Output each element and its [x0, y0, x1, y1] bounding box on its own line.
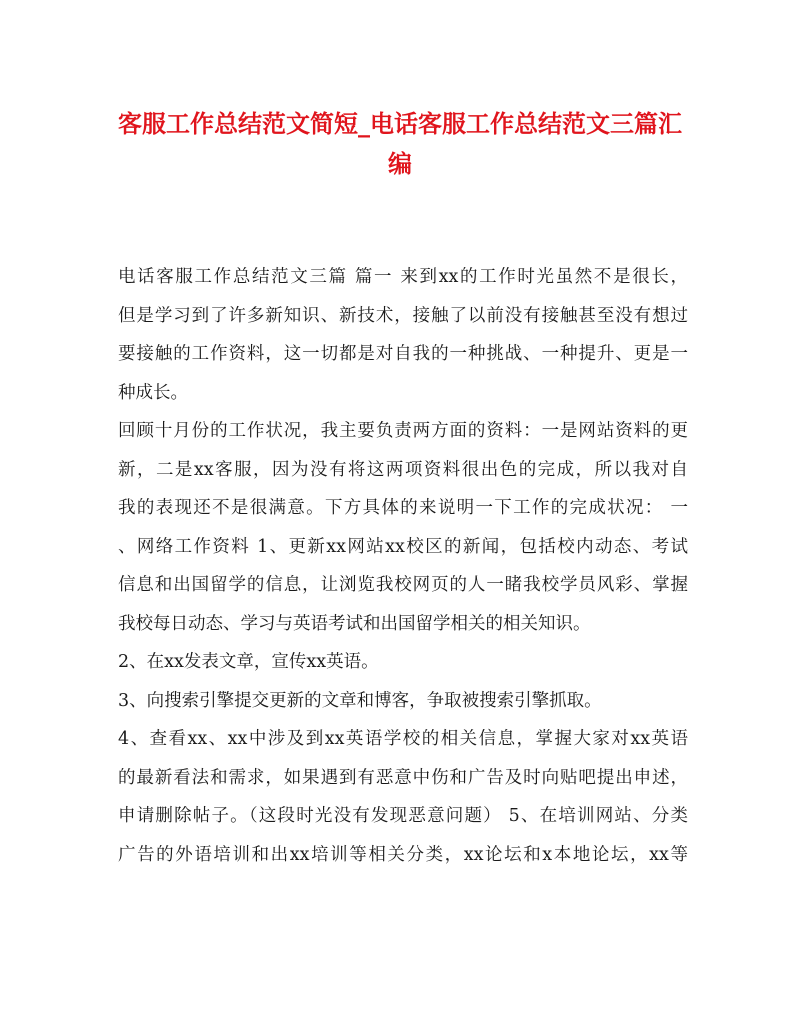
body-text-line: 3、向搜索引擎提交更新的文章和博客，争取被搜索引擎抓取。	[118, 690, 602, 711]
body-text-line: 4、查看xx、xx中涉及到xx英语学校的相关信息，掌握大家对xx英语	[118, 729, 688, 749]
body-text-line: 种成长。	[118, 382, 188, 403]
body-text-line: 要接触的工作资料，这一切都是对自我的一种挑战、一种提升、更是一	[118, 344, 688, 364]
document-title	[108, 104, 692, 184]
body-text-line: 但是学习到了许多新知识、新技术，接触了以前没有接触甚至没有想过	[118, 305, 688, 326]
document-body	[118, 258, 688, 874]
body-text-line: 申请删除帖子。（这段时光没有发现恶意问题） 5、在培训网站、分类	[118, 806, 688, 826]
body-text-line: 的最新看法和需求，如果遇到有恶意中伤和广告及时向贴吧提出申述，	[118, 767, 688, 788]
body-text-line: 信息和出国留学的信息，让浏览我校网页的人一睹我校学员风彩、掌握	[118, 575, 688, 595]
body-text-line: 新，二是xx客服，因为没有将这两项资料很出色的完成，所以我对自	[118, 459, 688, 480]
body-text-line: 广告的外语培训和出xx培训等相关分类，xx论坛和x本地论坛，xx等	[118, 844, 688, 865]
body-text-line: 回顾十月份的工作状况，我主要负责两方面的资料：一是网站资料的更	[118, 421, 688, 441]
body-text-line: 我的表现还不是很满意。下方具体的来说明一下工作的完成状况： 一	[118, 498, 688, 518]
title-line-2: 编	[388, 149, 412, 178]
body-text-line: 、网络工作资料 1、更新xx网站xx校区的新闻，包括校内动态、考试	[118, 536, 688, 557]
body-text-line: 2、在xx发表文章，宣传xx英语。	[118, 652, 379, 672]
body-text-line: 我校每日动态、学习与英语考试和出国留学相关的相关知识。	[118, 613, 591, 634]
title-line-1: 客服工作总结范文简短_电话客服工作总结范文三篇汇	[118, 109, 682, 138]
body-text-line: 电话客服工作总结范文三篇 篇一 来到xx的工作时光虽然不是很长，	[118, 267, 688, 287]
